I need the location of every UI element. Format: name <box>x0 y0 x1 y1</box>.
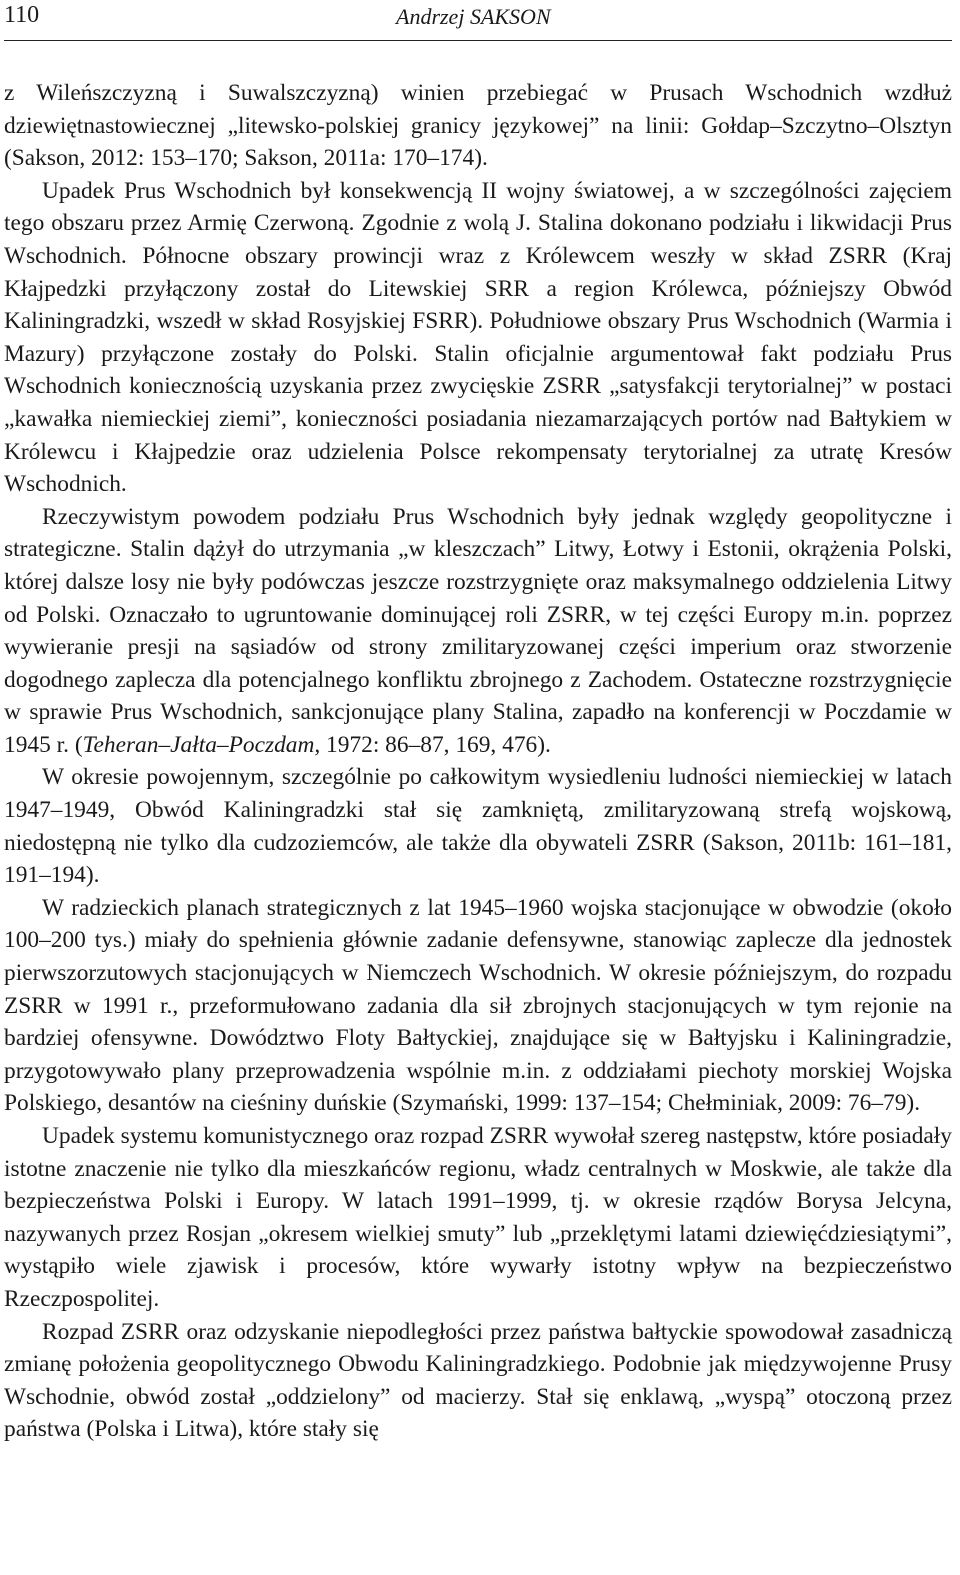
paragraph-text: 1972: 86–87, 169, 476). <box>320 731 551 758</box>
paragraph <box>4 892 952 1120</box>
paragraph-text: W okresie powojennym, szczególnie po całkowitym wysiedleniu ludności niemieckiej w latach 1947–1949, Obwód Kaliningradzki stał się zamkniętą, zmilitaryzowaną strefą wojskową, niedostępną nie tylko dla cudzoziemców, ale także dla obywateli ZSRR (Sakson, 2011b: 161–181, 191–194). <box>4 764 952 889</box>
page-header <box>4 0 952 41</box>
paragraph-text: W radzieckich planach strategicznych z lat 1945–1960 wojska stacjonujące w obwodzie (około 100–200 tys.) miały do spełnienia głównie zadanie defensywne, stanowiąc zaplecze dla jednostek pierwszorzutowych stacjonujących w Niemczech Wschodnich. W okresie późniejszym, do rozpadu ZSRR w 1991 r., przeformułowano zadania dla sił zbrojnych stacjonujących w tym rejonie na bardziej ofensywne. Dowództwo Floty Bałtyckiej, znajdujące się w Bałtyjsku i Kaliningradzie, przygotowywało plany przeprowadzenia wspólnie m.in. z oddziałami piechoty morskiej Wojska Polskiego, desantów na cieśniny duńskie (Szymański, 1999: 137–154; Chełminiak, 2009: 76–79). <box>4 894 952 1117</box>
paragraph <box>4 77 952 175</box>
paragraph <box>4 1316 952 1446</box>
paragraph-text: Upadek Prus Wschodnich był konsekwencją II wojny światowej, a w szczególności zajęciem tego obszaru przez Armię Czerwoną. Zgodnie z wolą J. Stalina dokonano podziału i likwidacji Prus Wschodnich. Północne obszary prowincji wraz z Królewcem weszły w skład ZSRR (Kraj Kłajpedzki przyłączony został do Litewskiej SRR a region Królewca, późniejszy Obwód Kaliningradzki, wszedł w skład Rosyjskiej FSRR). Południowe obszary Prus Wschodnich (Warmia i Mazury) przyłączone zostały do Polski. Stalin oficjalnie argumentował fakt podziału Prus Wschodnich koniecznością uzyskania przez zwycięskie ZSRR „satysfakcji terytorialnej” w postaci „kawałka niemieckiej ziemi”, konieczności posiadania niezamarzających portów nad Bałtykiem w Królewcu i Kłajpedzie oraz udzielenia Polsce rekompensaty terytorialnej za utratę Kresów Wschodnich. <box>4 177 952 498</box>
citation-title: Teheran–Jałta–Poczdam, <box>82 731 321 758</box>
body-text <box>4 77 952 1446</box>
paragraph <box>4 175 952 501</box>
paragraph <box>4 761 952 891</box>
paragraph-text: Upadek systemu komunistycznego oraz rozpad ZSRR wywołał szereg następstw, które posiadały istotne znaczenie nie tylko dla mieszkańców regionu, władz centralnych w Moskwie, ale także dla bezpieczeństwa Polski i Europy. W latach 1991–1999, tj. w okresie rządów Borysa Jelcyna, nazywanych przez Rosjan „okresem wielkiej smuty” lub „przeklętymi latami dziewięćdziesiątymi”, wystąpiło wiele zjawisk i procesów, które wywarły istotny wpływ na bezpieczeństwo Rzeczpospolitej. <box>4 1123 952 1312</box>
running-head-author: Andrzej SAKSON <box>396 4 551 29</box>
paragraph-text: z Wileńszczyzną i Suwalszczyzną) winien przebiegać w Prusach Wschodnich wzdłuż dziewiętnastowiecznej „litewsko-polskiej granicy językowej” na linii: Gołdap–Szczytno–Olsztyn (Sakson, 2012: 153–170; Sakson, 2011a: 170–174). <box>4 80 952 172</box>
paragraph <box>4 501 952 762</box>
paragraph <box>4 1120 952 1316</box>
document-page <box>4 0 952 1446</box>
page-number: 110 <box>4 2 40 28</box>
paragraph-text: Rzeczywistym powodem podziału Prus Wschodnich były jednak względy geopolityczne i strategiczne. Stalin dążył do utrzymania „w kleszczach” Litwy, Łotwy i Estonii, okrążenia Polski, której dalsze losy nie były podówczas jeszcze rozstrzygnięte oraz maksymalnego oddzielenia Litwy od Polski. Oznaczało to ugruntowanie dominującej roli ZSRR, w tej części Europy m.in. poprzez wywieranie presji na sąsiadów od strony zmilitaryzowanej części imperium oraz stworzenie dogodnego zaplecza dla potencjalnego konfliktu zbrojnego z Zachodem. Ostateczne rozstrzygnięcie w sprawie Prus Wschodnich, sankcjonujące plany Stalina, zapadło na konferencji w Poczdamie w 1945 r. ( <box>4 503 952 758</box>
paragraph-text: Rozpad ZSRR oraz odzyskanie niepodległości przez państwa bałtyckie spowodował zasadniczą zmianę położenia geopolitycznego Obwodu Kaliningradzkiego. Podobnie jak międzywojenne Prusy Wschodnie, obwód został „oddzielony” od macierzy. Stał się enklawą, „wyspą” otoczoną przez państwa (Polska i Litwa), które stały się <box>4 1318 952 1443</box>
